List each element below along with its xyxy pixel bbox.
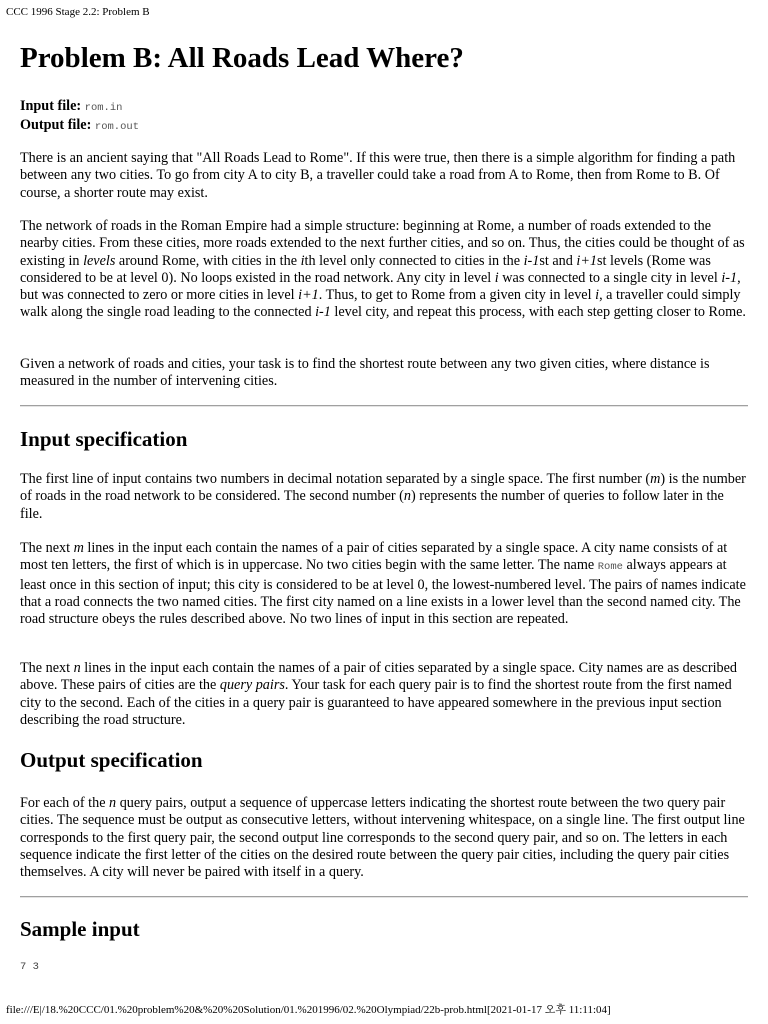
- input-spec-paragraph-3: The next n lines in the input each contain the names of a pair of cities separated by a single space. City names are as described above. These pairs of cities are the query pairs. Your task for each query pair is to find the shortest route from the first named city to the second. Each of the cities in a query pair is guaranteed to have appeared somewhere in the previous input section describing the road structure.: [20, 660, 738, 728]
- output-file-name: rom.out: [94, 121, 139, 134]
- intro-paragraph-2: The network of roads in the Roman Empire had a simple structure: beginning at Rome, a number of roads extended to the nearby cities. From these cities, more roads extended to the next further cities, and so on. Thus, the cities could be thought of as existing in levels around Rome, with cities in the ith level only connected to cities in the i-1st and i+1st levels (Rome was considered to be at level 0). No loops existed in the road network. Any city in level i was connected to a single city in level i-1, but was connected to zero or more cities in level i+1. Thus, to get to Rome from a given city in level i, a traveller could simply walk along the single road leading to the connected i-1 level city, and repeat this process, with each step getting closer to Rome.: [20, 218, 746, 321]
- input-spec-paragraph-2: The next m lines in the input each contain the names of a pair of cities separated by a single space. A city name consists of at most ten letters, the first of which is in uppercase. No two cities begin with the same letter. The name Rome always appears at least once in this section of input; this city is considered to be at level 0, the lowest-numbered level. The pairs of names indicate that a road connects the two named cities. The first city named on a line exists in a lower level than the second named city. The road structure obeys the rules described above. No two lines of input in this section are repeated.: [20, 540, 746, 628]
- input-file-name: rom.in: [84, 102, 123, 114]
- intro-paragraph-3: Given a network of roads and cities, your task is to find the shortest route between any two given cities, where distance is measured in the number of intervening cities.: [20, 356, 710, 390]
- sample-input-code: 7 3: [20, 961, 39, 973]
- output-spec-paragraph: For each of the n query pairs, output a sequence of uppercase letters indicating the shortest route between the two query pair cities. The sequence must be output as consecutive letters, without intervening whitespace, on a single line. The first output line corresponds to the first query pair, the second output line corresponds to the second query pair, and so on. The letters in each sequence indicate the first letter of the cities on the desired route between the query pair cities, including the query pair cities themselves. A city will never be paired with itself in a query.: [20, 795, 745, 881]
- file-info: [20, 98, 748, 137]
- input-spec-paragraph-1: The first line of input contains two numbers in decimal notation separated by a single space. The first number (m) is the number of roads in the road network to be considered. The second number (n) represents the number of queries to follow later in the file.: [20, 471, 746, 522]
- print-footer: file:///E|/18.%20CCC/01.%20problem%20&%20%20Solution/01.%201996/02.%20Olympiad/22b-prob.html[2021-01-17 오후 11:11:04]: [6, 1004, 611, 1016]
- sample-input-heading: Sample input: [20, 917, 140, 941]
- output-spec-heading: Output specification: [20, 748, 203, 772]
- input-file-label: Input file:: [20, 98, 82, 114]
- divider: [20, 896, 748, 898]
- print-header: CCC 1996 Stage 2.2: Problem B: [6, 6, 150, 18]
- output-file-label: Output file:: [20, 117, 92, 134]
- intro-paragraph-1: There is an ancient saying that "All Roads Lead to Rome". If this were true, then there is a simple algorithm for finding a path between any two cities. To go from city A to city B, a traveller could take a road from A to Rome, then from Rome to B. Of course, a shorter route may exist.: [20, 150, 736, 201]
- input-spec-heading: Input specification: [20, 427, 188, 451]
- divider: [20, 405, 748, 407]
- page-title: Problem B: All Roads Lead Where?: [20, 42, 464, 74]
